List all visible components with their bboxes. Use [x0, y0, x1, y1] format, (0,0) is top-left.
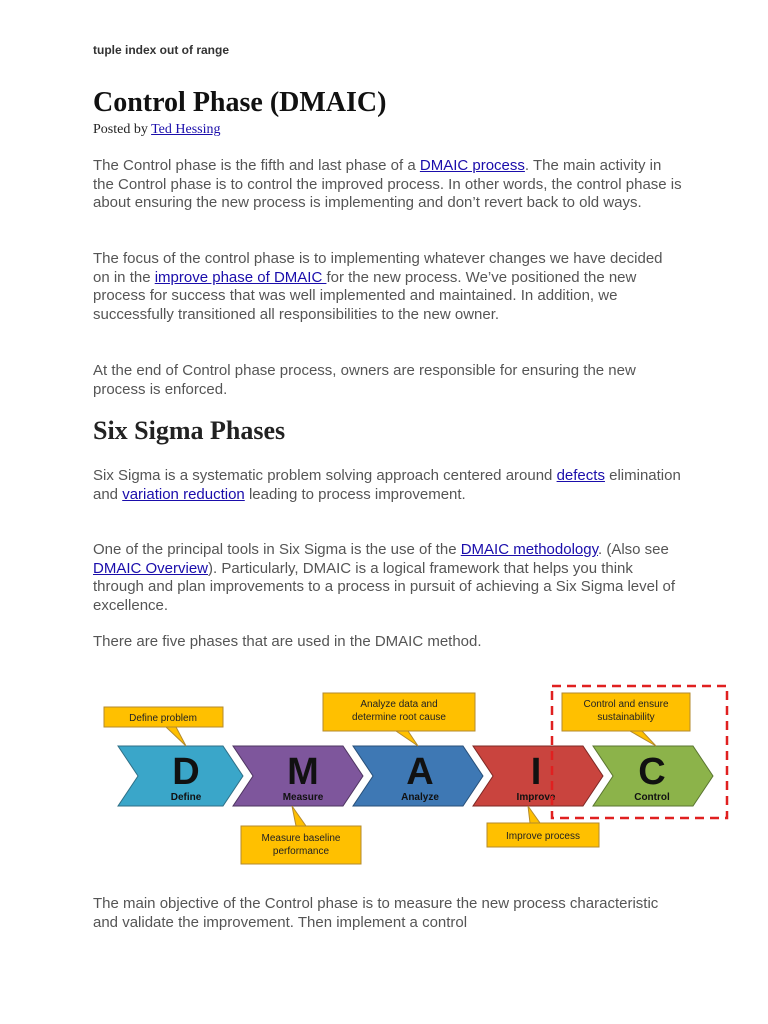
phase-letter-d: D — [172, 751, 200, 793]
page-title: Control Phase (DMAIC) — [93, 87, 387, 118]
callout-measure-text-1: Measure baseline — [261, 833, 341, 844]
phase-letter-m: M — [287, 751, 319, 793]
paragraph-end: At the end of Control phase process, owners are responsible for ensuring the new process is enforced. — [93, 362, 636, 398]
text: The Control phase is the fifth and last phase of a — [93, 157, 420, 174]
phase-letter-i: I — [530, 751, 542, 793]
dmaic-overview-link[interactable]: DMAIC Overview — [93, 559, 209, 577]
paragraph-intro — [93, 157, 683, 213]
phase-name-define: Define — [170, 792, 202, 803]
text: One of the principal tools in Six Sigma is the use of the — [93, 541, 461, 558]
variation-reduction-link[interactable]: variation reduction — [122, 485, 245, 503]
callout-analyze-text-1: Analyze data and — [360, 699, 438, 710]
text: . The main activity in the Control phase is to control the improved process. In other words, the control phase is about ensuring the new process is implementing and don’t revert back to old ways. — [93, 157, 682, 212]
author-link[interactable]: Ted Hessing — [151, 122, 221, 137]
text: elimination and — [93, 467, 681, 503]
byline — [93, 122, 221, 138]
dmaic-methodology-link[interactable]: DMAIC methodology — [460, 541, 598, 558]
text: Six Sigma is a systematic problem solving approach centered around — [93, 467, 557, 484]
byline-prefix: Posted by — [93, 122, 152, 137]
dmaic-diagram — [100, 680, 740, 870]
paragraph-five-phases: There are five phases that are used in the DMAIC method. — [93, 633, 482, 650]
paragraph-tools — [93, 541, 683, 615]
callout-measure — [241, 826, 361, 864]
phase-name-improve: Improve — [516, 792, 556, 803]
text: for the new process. We’ve positioned the new process for success that was well implemented and maintained. In addition, we successfully transitioned all responsibilities to the new owner. — [93, 268, 637, 323]
text: ). Particularly, DMAIC is a logical framework that helps you think through and plan improvements to a process in pursuit of achieving a Six Sigma level of excellence. — [93, 559, 675, 614]
callout-measure-text-2: performance — [272, 846, 330, 857]
callout-pointer-improve — [528, 806, 540, 823]
phase-letter-c: C — [638, 751, 666, 793]
error-message: tuple index out of range — [93, 43, 230, 57]
callout-pointer-define — [166, 727, 186, 746]
text: The focus of the control phase is to implementing whatever changes we have decided on in the — [93, 250, 663, 286]
paragraph-objective: The main objective of the Control phase is to measure the new process characteristic and validate the improvement. Then implement a control — [93, 895, 659, 931]
paragraph-six-sigma — [93, 467, 683, 504]
improve-phase-link[interactable]: improve phase of DMAIC — [154, 268, 327, 286]
phase-name-control: Control — [634, 792, 670, 803]
dmaic-process-link[interactable]: DMAIC process — [419, 157, 525, 174]
callout-control-text-2: sustainability — [597, 712, 655, 723]
section-title: Six Sigma Phases — [93, 416, 286, 445]
callout-analyze-text-2: determine root cause — [352, 712, 446, 723]
paragraph-focus — [93, 250, 683, 324]
phase-name-measure: Measure — [282, 792, 324, 803]
callout-improve-text: Improve process — [506, 831, 580, 842]
text: . (Also see — [597, 541, 669, 558]
callout-pointer-measure — [292, 806, 306, 826]
defects-link[interactable]: defects — [556, 467, 605, 484]
phase-letter-a: A — [406, 751, 434, 793]
callout-control-text-1: Control and ensure — [583, 699, 669, 710]
callout-pointer-analyze — [396, 731, 418, 746]
text: leading to process improvement. — [244, 485, 466, 503]
callout-define-text: Define problem — [129, 713, 197, 724]
callout-pointer-control — [630, 731, 656, 746]
phase-name-analyze: Analyze — [401, 792, 439, 803]
